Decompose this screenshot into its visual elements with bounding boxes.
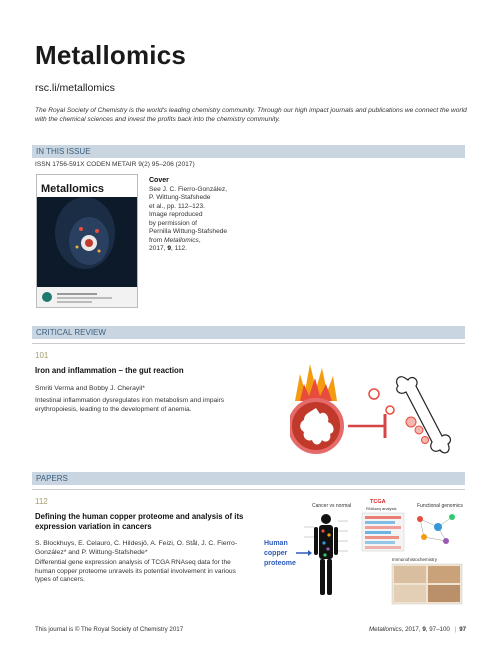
review-abstract: Intestinal inflammation dysregulates iron metabolism and impairs erythropoiesis, leading to the development of anemia.: [35, 397, 225, 413]
paper-abstract: Differential gene expression analysis of TCGA RNAseq data for the human copper proteome unravels its potential involvement in various types of cancers.: [35, 559, 236, 583]
review-title[interactable]: Iron and inflammation – the gut reaction: [35, 366, 184, 375]
cover-line-5: by permission of: [149, 219, 198, 227]
journal-title: Metallomics: [35, 40, 187, 70]
divider: [32, 343, 465, 344]
fig-label-copper: copper: [264, 550, 288, 557]
section-bar-in-this-issue: IN THIS ISSUE: [32, 145, 465, 158]
fig-label-cancer: Cancer vs normal: [312, 503, 352, 509]
cover-image: [36, 174, 138, 308]
fig-label-rnaseq: RNAseq analysis: [366, 506, 397, 511]
cover-caption: [149, 177, 269, 254]
review-authors: Smriti Verma and Bobby J. Cherayil*: [35, 385, 145, 392]
footer-copyright: This journal is © The Royal Society of Chemistry 2017: [35, 626, 184, 633]
cover-from-journal: Metallomics: [164, 236, 199, 244]
paper-authors: S. Blockhuys, E. Celauro, C. Hildesjö, A. Feizi, O. Stål, J. C. Fierro-González* and P. Wittung-Stafshede*: [35, 540, 238, 556]
cover-volume: 9: [167, 245, 172, 252]
cover-journal-title: Metallomics: [41, 183, 104, 195]
footer-year: , 2017,: [401, 626, 423, 633]
fig-label-tcga: TCGA: [370, 499, 386, 505]
section-bar-critical-review: CRITICAL REVIEW: [32, 326, 465, 339]
cover-year-suffix: , 112.: [171, 245, 188, 252]
cover-year-prefix: 2017,: [149, 245, 168, 252]
cover-from-prefix: from: [149, 236, 165, 244]
cover-line-1: See J. C. Fierro-González,: [149, 185, 228, 193]
fig-label-human: Human: [264, 540, 288, 547]
cover-heading: Cover: [149, 177, 169, 184]
journal-url[interactable]: rsc.li/metallomics: [35, 82, 115, 94]
fig-label-func: Functional genomics: [417, 503, 463, 509]
cover-line-6: Pernilla Wittung-Stafshede: [149, 228, 228, 235]
review-page-number: 101: [35, 351, 49, 360]
footer-journal: Metallomics: [369, 626, 402, 633]
cover-line-2: P. Wittung-Stafshede: [149, 194, 211, 201]
fig-label-ihc: Immunohistochemistry: [392, 557, 438, 562]
intro-text: The Royal Society of Chemistry is the world's leading chemistry community. Through our high impact journals and publications we connect the world with the chemical sciences and invest the profits back into the chemistry community.: [35, 107, 467, 123]
paper-page-number: 112: [35, 497, 48, 506]
paper-title[interactable]: Defining the human copper proteome and analysis of its expression variation in cancers: [35, 512, 244, 531]
footer-volume: 9: [422, 626, 426, 633]
cover-from-suffix: ,: [198, 236, 201, 244]
section-bar-papers: PAPERS: [32, 472, 465, 485]
issn-line: ISSN 1756-591X CODEN METAIR 9(2) 95–206 (2017): [35, 161, 195, 168]
footer-citation: Metallomics, 2017, 9, 97–100 | 97: [369, 626, 467, 633]
divider: [32, 489, 465, 490]
cover-line-4: Image reproduced: [149, 211, 203, 218]
review-graphic: [290, 356, 465, 466]
paper-graphic: [262, 497, 467, 607]
footer-pages: , 97–100: [425, 626, 450, 633]
fig-label-proteome: proteome: [264, 560, 296, 567]
cover-line-3: et al., pp. 112–123.: [149, 202, 205, 210]
footer-page-number: 97: [459, 626, 467, 633]
